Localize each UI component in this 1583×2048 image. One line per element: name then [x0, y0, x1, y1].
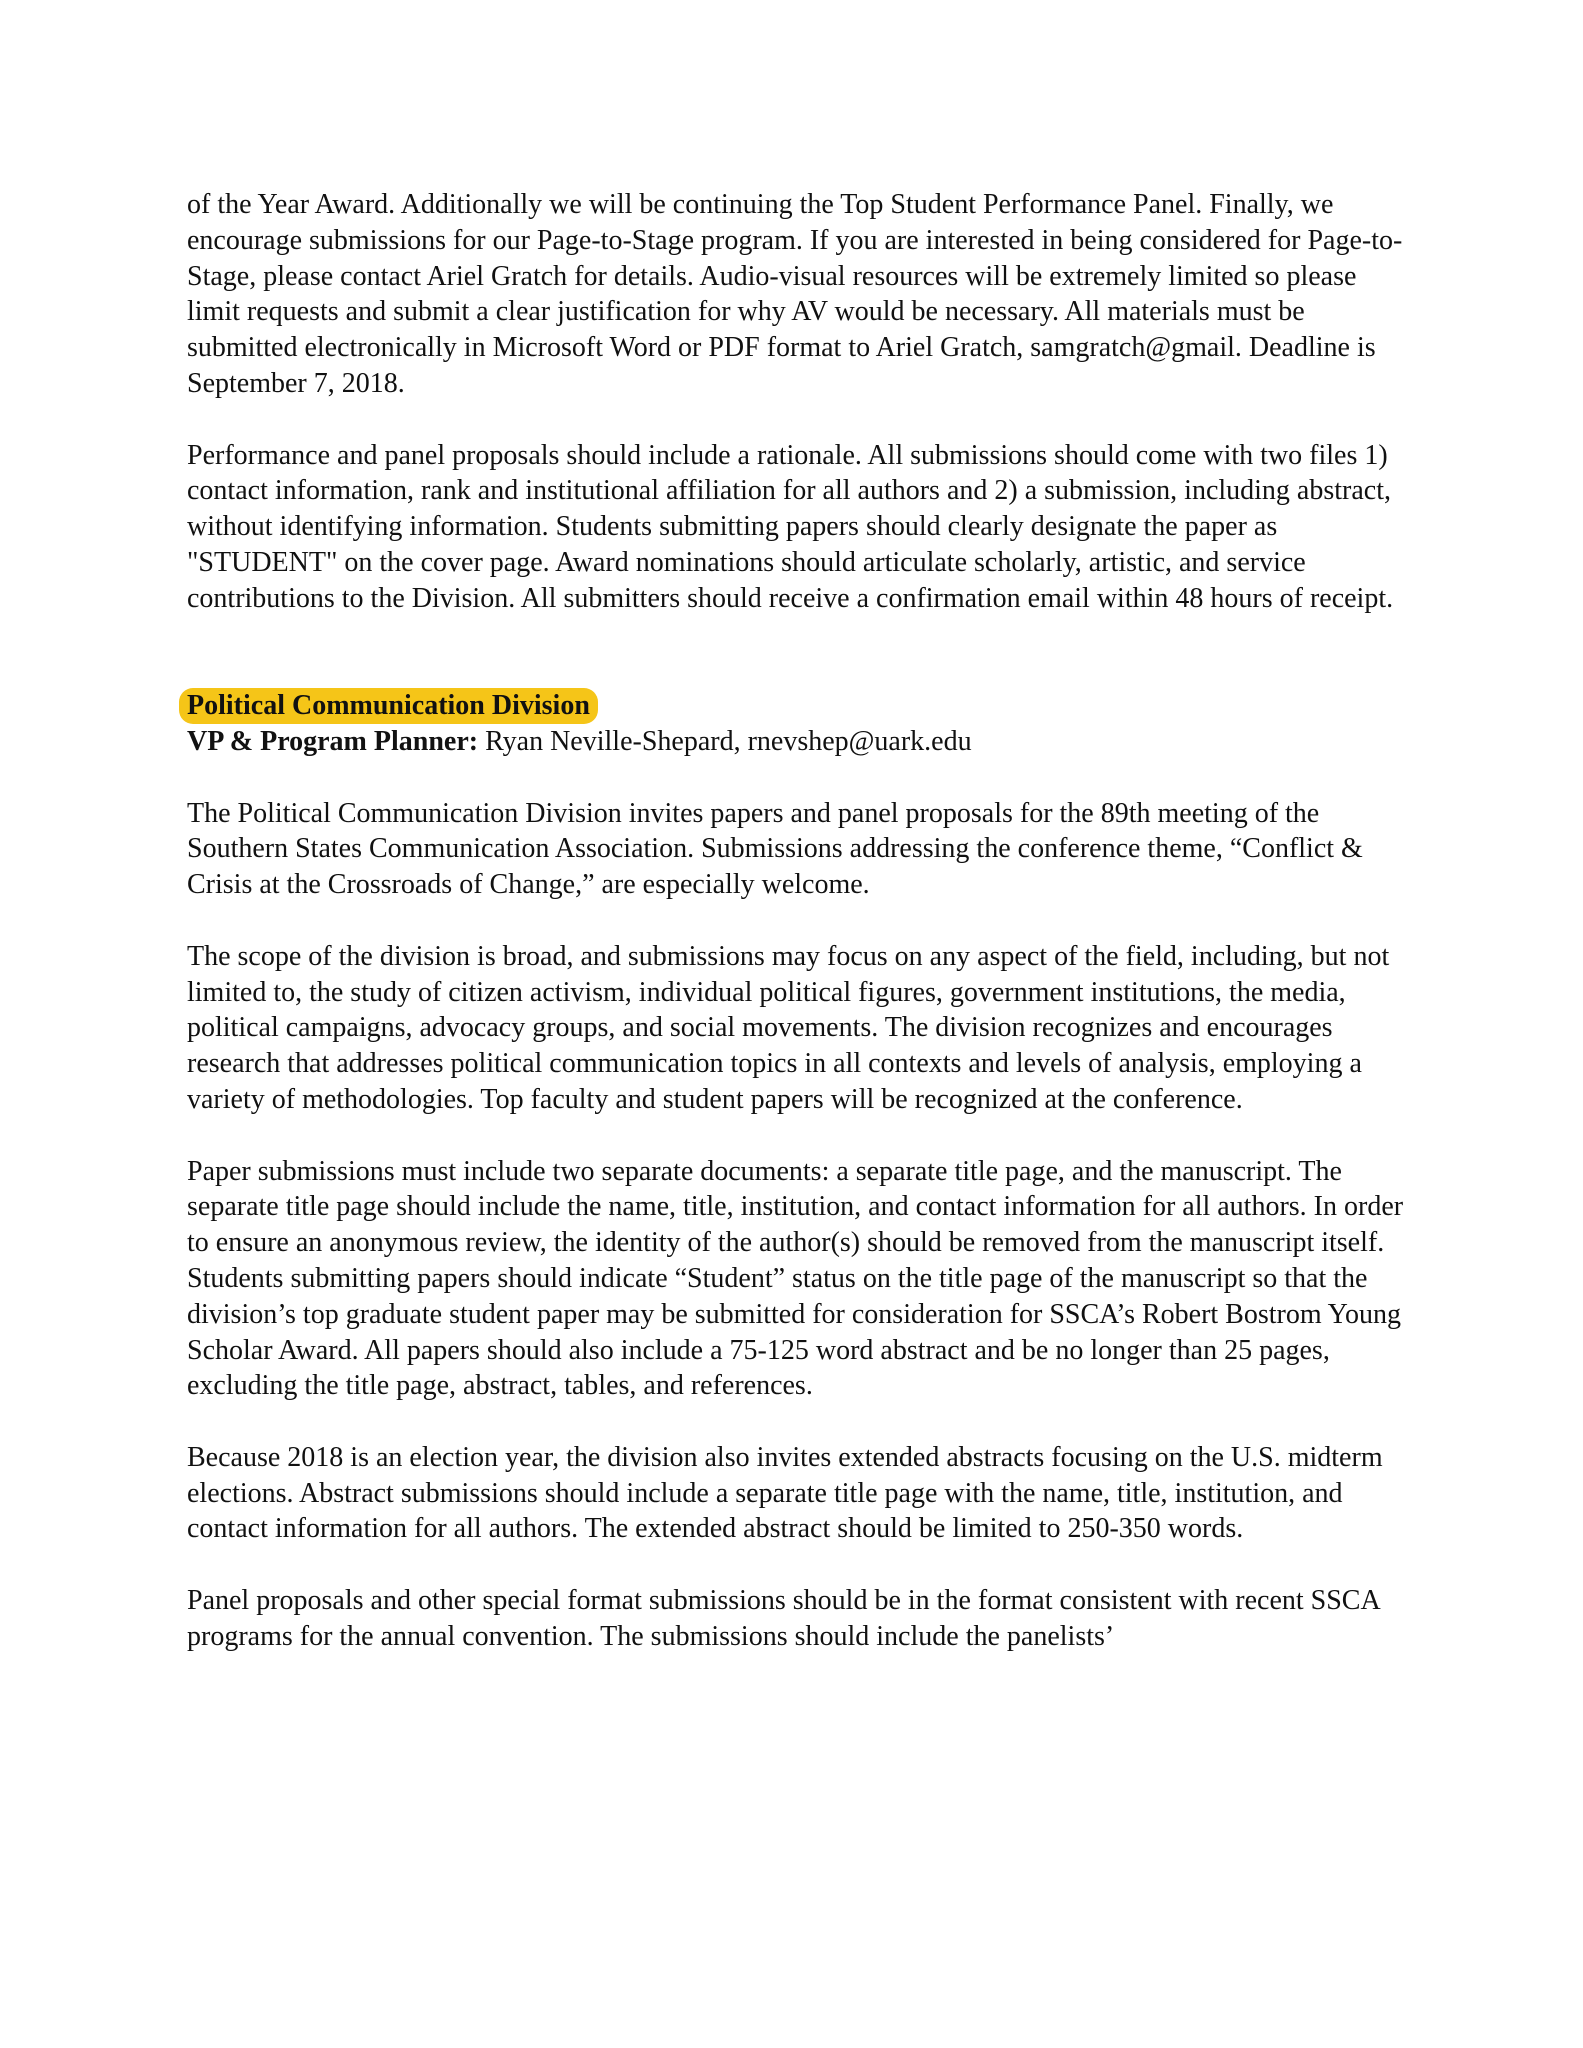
text-column [187, 187, 1412, 1655]
division-paragraph: Panel proposals and other special format submissions should be in the format consistent with recent SSCA programs for the annual convention. The submissions should include the panelists’ [187, 1585, 1380, 1652]
intro-paragraph-2: Performance and panel proposals should include a rationale. All submissions should come with two files 1) contact information, rank and institutional affiliation for all authors and 2) a submission, including abstract, without identifying information. Students submitting papers should clearly designate the paper as "STUDENT" on the cover page. Award nominations should articulate scholarly, artistic, and service contributions to the Division. All submitters should receive a confirmation email within 48 hours of receipt. [187, 439, 1394, 614]
vp-program-planner [187, 724, 1412, 760]
division-paragraph: Paper submissions must include two separate documents: a separate title page, and the manuscript. The separate title page should include the name, title, institution, and contact information for all authors. In order to ensure an anonymous review, the identity of the author(s) should be removed from the manuscript itself. Students submitting papers should indicate “Student” status on the title page of the manuscript so that the division’s top graduate student paper may be submitted for consideration for SSCA’s Robert Bostrom Young Scholar Award. All papers should also include a 75-125 word abstract and be no longer than 25 pages, excluding the title page, abstract, tables, and references. [187, 1155, 1404, 1402]
division-paragraph: Because 2018 is an election year, the division also invites extended abstracts focusing on the U.S. midterm elections. Abstract submissions should include a separate title page with the name, title, institution, and contact information for all authors. The extended abstract should be limited to 250-350 words. [187, 1441, 1383, 1545]
division-heading-row [187, 688, 1412, 724]
section-spacer [187, 652, 1412, 688]
division-paragraph: The Political Communication Division invites papers and panel proposals for the 89th meeting of the Southern States Communication Association. Submissions addressing the conference theme, “Conflict & Crisis at the Crossroads of Change,” are especially welcome. [187, 797, 1363, 901]
intro-paragraph-1: of the Year Award. Additionally we will be continuing the Top Student Performance Panel. Finally, we encourage submissions for our Page-to-Stage program. If you are interested in being considered for Page-to-Stage, please contact Ariel Gratch for details. Audio-visual resources will be extremely limited so please limit requests and submit a clear justification for why AV would be necessary. All materials must be submitted electronically in Microsoft Word or PDF format to Ariel Gratch, samgratch@gmail. Deadline is September 7, 2018. [187, 189, 1403, 399]
vp-label: VP & Program Planner: [187, 725, 479, 757]
division-paragraph: The scope of the division is broad, and submissions may focus on any aspect of the field, including, but not limited to, the study of citizen activism, individual political figures, government institutions, the media, political campaigns, advocacy groups, and social movements. The division recognizes and encourages research that addresses political communication topics in all contexts and levels of analysis, employing a variety of methodologies. Top faculty and student papers will be recognized at the conference. [187, 940, 1390, 1115]
vp-contact: Ryan Neville-Shepard, rnevshep@uark.edu [478, 725, 972, 757]
division-title: Political Communication Division [179, 688, 598, 724]
